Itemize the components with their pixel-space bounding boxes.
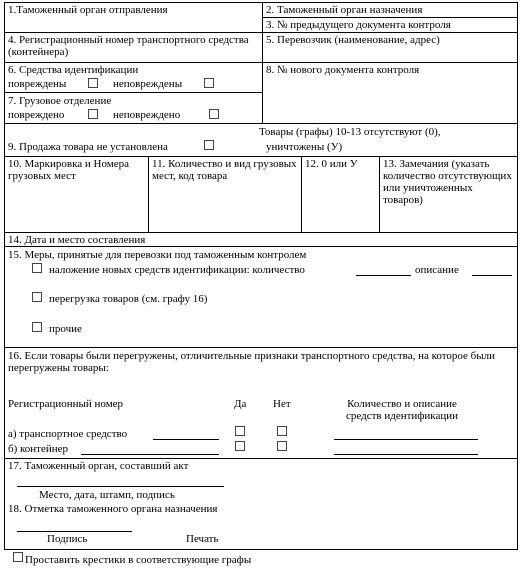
divider (262, 3, 263, 123)
box16-row-a-no-checkbox[interactable] (277, 426, 287, 436)
box9-goods-line1: Товары (графы) 10-13 отсутствуют (0), (259, 126, 441, 138)
box15-description-line[interactable] (472, 275, 512, 276)
box16-row-b-no-checkbox[interactable] (277, 441, 287, 451)
box17-title: 17. Таможенный орган, составший акт (8, 460, 189, 472)
box16-row-a-yes-checkbox[interactable] (235, 426, 245, 436)
box6-damaged-label: повреждены (8, 78, 67, 90)
box18-signature-line[interactable] (17, 531, 132, 532)
box7-undamaged-checkbox[interactable] (209, 109, 219, 119)
box15-item1-label: наложение новых средств идентификации: количество (49, 264, 305, 276)
box15-item3-label: прочие (49, 323, 82, 335)
divider (148, 156, 149, 232)
box15-item2-label: перегрузка товаров (см. графу 16) (49, 293, 208, 305)
divider (5, 246, 517, 247)
box9-sale-checkbox[interactable] (204, 140, 214, 150)
box18-signature-label: Подпись (47, 533, 88, 545)
box15-item1-desc: описание (415, 264, 459, 276)
box9-sale-label: 9. Продажа товара не установлена (8, 141, 168, 153)
box16-row-b-qty-line[interactable] (334, 454, 478, 455)
box6-undamaged-label: неповреждены (113, 78, 183, 90)
box15-quantity-line[interactable] (356, 275, 411, 276)
divider (301, 156, 302, 232)
box16-no-label: Нет (273, 398, 291, 410)
box7-damaged-label: повреждено (8, 109, 65, 121)
box17-caption: Место, дата, штамп, подпись (39, 489, 175, 501)
box17-signature-line[interactable] (17, 486, 224, 487)
box16-row-b-yes-checkbox[interactable] (235, 441, 245, 451)
box6-undamaged-checkbox[interactable] (204, 78, 214, 88)
box16-qty-label: Количество и описание средств идентификации (345, 398, 459, 422)
divider (5, 62, 517, 63)
box16-row-a-label: а) транспортное средство (8, 428, 128, 440)
divider (262, 17, 517, 18)
box12-label: 12. 0 или У (305, 158, 358, 170)
box8-label: 8. № нового документа контроля (266, 64, 420, 76)
box16-row-a-qty-line[interactable] (334, 439, 478, 440)
box15-item2-checkbox[interactable] (32, 292, 42, 302)
divider (5, 347, 517, 348)
divider (5, 156, 517, 157)
box9-goods-line2: уничтожены (У) (266, 141, 343, 153)
divider (5, 458, 517, 459)
divider (5, 32, 517, 33)
box16-yes-label: Да (234, 398, 247, 410)
box7-damaged-checkbox[interactable] (88, 109, 98, 119)
box6-damaged-checkbox[interactable] (88, 78, 98, 88)
box13-label: 13. Замечания (указать количество отсутствующих или уничтоженных товаров) (383, 158, 512, 206)
box15-item3-checkbox[interactable] (32, 322, 42, 332)
box3-label: 3. № предыдущего документа контроля (266, 19, 451, 31)
box10-label: 10. Маркировка и Номера грузовых мест (8, 158, 129, 182)
footnote-text: Проставить крестики в соответствующие графы (25, 554, 252, 566)
divider (5, 92, 262, 93)
box14-label: 14. Дата и место составления (8, 234, 146, 246)
box16-row-b-label: б) контейнер (8, 443, 69, 455)
box18-stamp-label: Печать (186, 533, 219, 545)
box16-reg-label: Регистрационный номер (8, 398, 124, 410)
divider (379, 156, 380, 232)
box2-label: 2. Таможенный орган назначения (266, 4, 423, 16)
customs-form (4, 2, 518, 550)
box5-label: 5. Перевозчик (наименование, адрес) (266, 34, 440, 46)
box15-item1-checkbox[interactable] (32, 263, 42, 273)
divider (262, 123, 517, 124)
box16-row-a-line[interactable] (153, 439, 219, 440)
box4-label: 4. Регистрационный номер транспортного средства (контейнера) (8, 34, 249, 58)
box6-title: 6. Средства идентификации (8, 64, 139, 76)
box7-undamaged-label: неповреждено (113, 109, 181, 121)
box1-label: 1.Таможенный орган отправления (8, 4, 168, 16)
box15-title: 15. Меры, принятые для перевозки под таможенным контролем (8, 249, 307, 261)
box16-row-b-line[interactable] (81, 454, 219, 455)
box16-title: 16. Если товары были перегружены, отличительные признаки транспортного средства, на которое были перегружены товары: (8, 350, 496, 374)
divider (5, 232, 517, 233)
box18-title: 18. Отметка таможенного органа назначения (8, 503, 218, 515)
footnote-checkbox-icon (13, 552, 23, 562)
box11-label: 11. Количество и вид грузовых мест, код товара (152, 158, 297, 182)
box7-title: 7. Грузовое отделение (8, 95, 112, 107)
divider (5, 123, 262, 124)
